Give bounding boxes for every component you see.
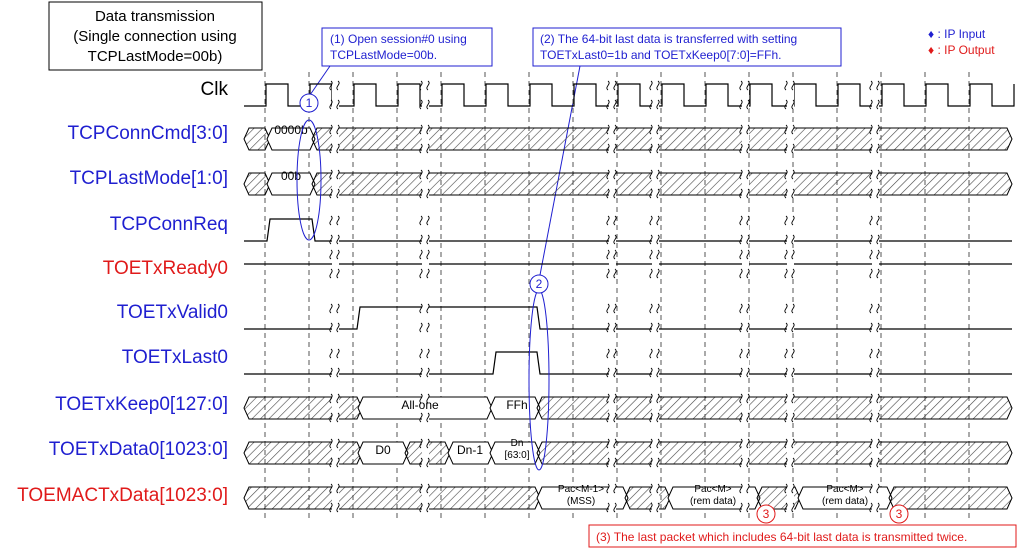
marker-2	[529, 275, 549, 470]
label-toetxlast0: TOETxLast0	[121, 347, 228, 368]
marker-3a-label: 3	[762, 507, 770, 521]
label-toetxdata0: TOETxData0[1023:0]	[48, 439, 228, 460]
legend-input: ♦ : IP Input	[928, 27, 986, 41]
note-3-text: (3) The last packet which includes 64-bit last data is transmitted twice.	[596, 530, 968, 544]
marker-1-label: 1	[305, 96, 313, 110]
valid-wave	[244, 307, 1012, 329]
value-pac1-bottom: (MSS)	[566, 496, 596, 507]
label-toetxkeep0: TOETxKeep0[127:0]	[55, 394, 228, 415]
marker-3a	[757, 505, 775, 523]
marker-3b	[890, 505, 908, 523]
value-keep-last: FFh	[506, 398, 528, 412]
marker-3b-label: 3	[895, 507, 903, 521]
value-connCmd: 0000b	[274, 123, 308, 137]
req-wave	[244, 219, 1012, 241]
note-2	[533, 28, 841, 275]
value-pac3-top: Pac<M>	[826, 484, 864, 495]
cmd-undef-a	[244, 128, 270, 150]
label-tcpconnreq: TCPConnReq	[109, 214, 228, 235]
value-d0: D0	[375, 443, 391, 457]
note-1-line-2: TCPLastMode=00b.	[330, 48, 438, 62]
mode-undef-b	[312, 173, 1012, 195]
mac-undef-d	[889, 487, 1012, 509]
label-clk: Clk	[200, 79, 228, 100]
note-3	[589, 525, 1016, 547]
keep-undef-a	[244, 397, 362, 419]
label-toetxvalid0: TOETxValid0	[116, 302, 228, 323]
mac-undef-b	[625, 487, 670, 509]
value-pac1-top: Pac<M-1>	[557, 484, 605, 495]
value-pac3-bottom: (rem data)	[821, 496, 869, 507]
legend-output: ♦ : IP Output	[928, 43, 995, 57]
marker-2-label: 2	[535, 277, 543, 291]
label-tcpconncmd: TCPConnCmd[3:0]	[67, 123, 228, 144]
title-line-3: TCPLastMode=00b)	[87, 48, 223, 65]
note-1-line-1: (1) Open session#0 using	[330, 32, 467, 46]
title-box	[49, 2, 262, 70]
signal-labels	[17, 79, 228, 506]
value-dn1: Dn-1	[456, 443, 484, 457]
mac-undef-a	[244, 487, 540, 509]
value-lastMode: 00b	[280, 169, 302, 183]
label-tcplastmode: TCPLastMode[1:0]	[69, 168, 228, 189]
data-undef-a	[244, 442, 362, 464]
legend	[928, 27, 995, 57]
note-2-line-1: (2) The 64-bit last data is transferred with setting	[540, 32, 798, 46]
mode-undef-a	[244, 173, 270, 195]
value-pac2-bottom: (rem data)	[689, 496, 737, 507]
value-keep-all: All-one	[401, 398, 439, 412]
value-pac2-top: Pac<M>	[694, 484, 732, 495]
label-toemactxdata: TOEMACTxData[1023:0]	[17, 485, 228, 506]
keep-undef-b	[537, 397, 1012, 419]
value-dn-bottom: [63:0]	[504, 450, 530, 461]
title-line-2: (Single connection using	[73, 28, 237, 45]
label-toetxready0: TOETxReady0	[102, 258, 228, 279]
value-dn-top: Dn	[510, 438, 524, 449]
last-wave	[244, 352, 1012, 374]
data-undef-b	[537, 442, 1012, 464]
waveforms	[244, 84, 1014, 509]
cmd-undef-b	[312, 128, 1012, 150]
title-line-1: Data transmission	[94, 8, 216, 25]
note-2-line-2: TOETxLast0=1b and TOETxKeep0[7:0]=FFh.	[540, 48, 782, 62]
clk-wave	[244, 84, 1014, 106]
